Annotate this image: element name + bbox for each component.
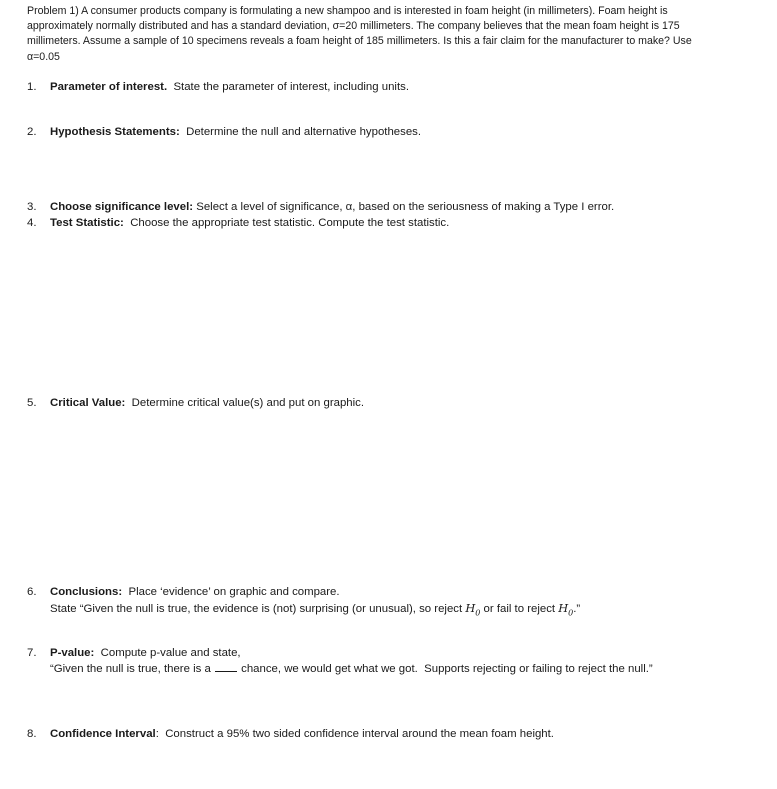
step-text: : Construct a 95% two sided confidence interval around the mean foam height. — [155, 728, 554, 740]
statement-part-a: State “Given the null is true, the evidence is (not) surprising (or unusual), so reject — [50, 603, 466, 615]
step-heading: Conclusions: — [50, 586, 123, 598]
step-number: 3. — [27, 201, 37, 213]
step-heading: Test Statistic: — [50, 217, 124, 229]
step-text: Select a level of significance, α, based on the seriousness of making a Type I error. — [193, 201, 615, 213]
step-7-statement — [50, 661, 653, 677]
step-heading: P-value: — [50, 647, 95, 659]
step-5 — [27, 395, 364, 411]
step-3 — [27, 199, 614, 215]
step-heading: Hypothesis Statements: — [50, 126, 180, 138]
step-8 — [27, 726, 554, 742]
step-4 — [27, 215, 449, 231]
statement-part-b: or fail to reject — [480, 603, 559, 615]
step-number: 1. — [27, 81, 37, 93]
step-text: Compute p-value and state, — [94, 647, 241, 659]
step-7 — [27, 645, 241, 661]
step-number: 8. — [27, 728, 37, 740]
step-6 — [27, 584, 340, 600]
step-heading: Critical Value: — [50, 397, 126, 409]
step-text: Determine critical value(s) and put on graphic. — [125, 397, 365, 409]
null-hypothesis-symbol: $H_0$ — [465, 601, 481, 618]
step-number: 4. — [27, 217, 37, 229]
problem-line-4: α=0.05 — [27, 50, 60, 63]
step-number: 5. — [27, 397, 37, 409]
step-number: 7. — [27, 647, 37, 659]
statement-part-a: “Given the null is true, there is a — [50, 663, 214, 675]
step-heading: Confidence Interval — [50, 728, 156, 740]
step-heading: Choose significance level: — [50, 201, 194, 213]
null-hypothesis-symbol: $H_0$ — [558, 601, 574, 618]
step-text: Determine the null and alternative hypotheses. — [179, 126, 422, 138]
fill-in-blank[interactable] — [215, 662, 237, 672]
step-2 — [27, 124, 421, 140]
problem-line-1: Problem 1) A consumer products company is formulating a new shampoo and is interested in foam height (in millimeters). Foam height is — [27, 5, 668, 17]
problem-line-2: approximately normally distributed and has a standard deviation, σ=20 millimeters. The company believes that the mean foam height is 175 — [27, 20, 680, 33]
statement-part-b: chance, we would get what we got. Supports rejecting or failing to reject the null.” — [237, 663, 653, 675]
statement-part-c: .” — [573, 603, 581, 615]
step-text: Place ‘evidence’ on graphic and compare. — [122, 586, 340, 598]
step-6-statement — [50, 600, 580, 621]
step-text: Choose the appropriate test statistic. Compute the test statistic. — [123, 217, 450, 229]
step-heading: Parameter of interest. — [50, 81, 168, 93]
problem-line-3: millimeters. Assume a sample of 10 specimens reveals a foam height of 185 millimeters. Is this a fair claim for the manufacturer to make? Use — [27, 35, 692, 48]
problem-statement — [27, 4, 757, 65]
step-1 — [27, 79, 409, 95]
step-text: State the parameter of interest, including units. — [167, 81, 409, 93]
step-number: 6. — [27, 586, 37, 598]
step-number: 2. — [27, 126, 37, 138]
